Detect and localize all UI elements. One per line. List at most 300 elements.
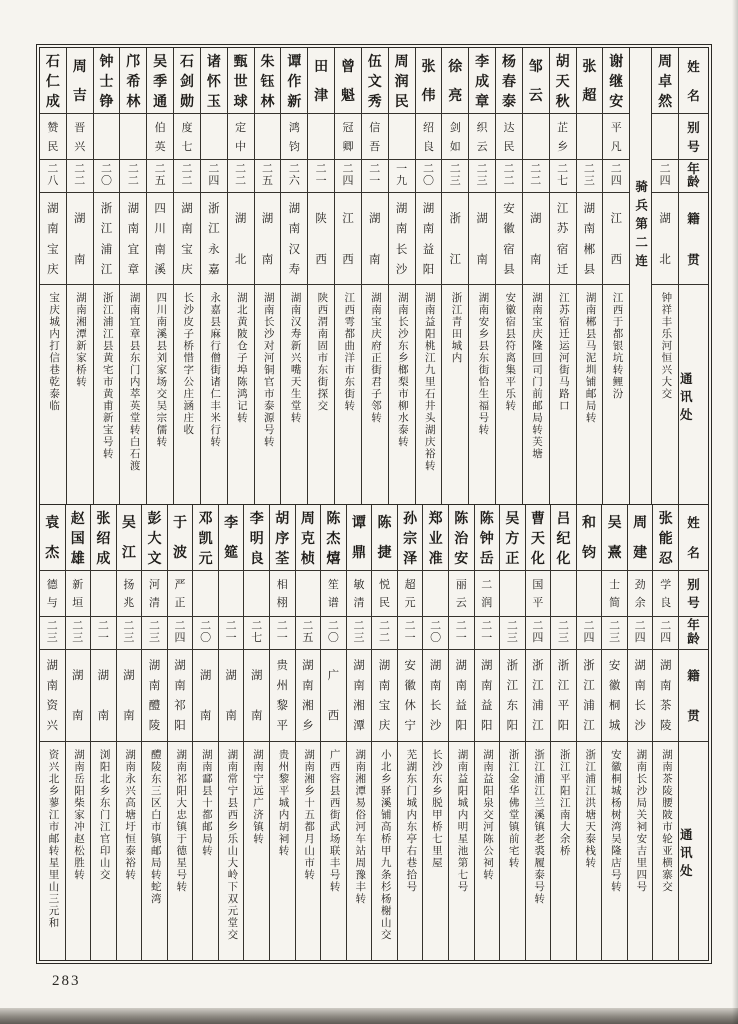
section-divider	[629, 48, 651, 504]
person-column	[334, 48, 361, 504]
person-column	[499, 505, 525, 961]
row-label-name: 姓 名	[679, 48, 708, 114]
person-origin: 湖 南 湘 乡	[296, 650, 321, 742]
person-origin: 贵 州 黎 平	[270, 650, 295, 742]
person-origin: 湖 南	[523, 193, 549, 285]
person-alias: 德 与	[40, 571, 65, 617]
person-column	[468, 48, 495, 504]
person-alias: 士 简	[602, 571, 627, 617]
person-name: 袁 杰	[40, 505, 65, 571]
person-alias: 信 吾	[362, 114, 388, 160]
person-alias: 赞 民	[40, 114, 66, 160]
person-age: 二 一	[475, 617, 500, 650]
person-alias	[193, 571, 218, 617]
person-address: 安徽宿县符离集平乐转	[504, 292, 516, 412]
person-age: 二 四	[201, 160, 227, 193]
person-name: 胡 天 秋	[550, 48, 576, 114]
row-label-column	[678, 48, 708, 504]
person-name: 钟 士 铮	[94, 48, 120, 114]
person-name: 张 能 忍	[653, 505, 678, 571]
person-origin: 湖 南 汉 寿	[281, 193, 307, 285]
person-origin: 湖 南 湘 潭	[347, 650, 372, 742]
person-name: 周 润 民	[389, 48, 415, 114]
person-address: 湖南宜章县东门内萃英堂转白石渡	[128, 292, 140, 472]
person-column	[254, 48, 281, 504]
person-alias: 绍 良	[416, 114, 442, 160]
person-origin: 浙 江 浦 江	[94, 193, 120, 285]
person-alias: 严 正	[168, 571, 193, 617]
person-address: 江西于都银坑转鲤汾	[611, 292, 623, 400]
person-alias	[423, 571, 448, 617]
person-origin: 浙 江 浦 江	[577, 650, 602, 742]
person-origin: 湖 南 宝 庆	[372, 650, 397, 742]
person-address: 钟祥丰乐河恒兴大交	[660, 292, 672, 400]
person-age: 二 〇	[94, 160, 120, 193]
person-column	[280, 48, 307, 504]
row-label-address: 通 讯 处	[680, 371, 693, 422]
person-age: 二 〇	[416, 160, 442, 193]
person-origin: 浙 江 东 阳	[500, 650, 525, 742]
person-alias: 二 润	[475, 571, 500, 617]
person-column	[66, 48, 93, 504]
person-origin: 安 徽 宿 县	[496, 193, 522, 285]
person-address: 安徽桐城杨树湾吴隆店号转	[609, 748, 621, 893]
person-address: 四川南溪县刘家场交吴宗儒转	[155, 292, 167, 448]
person-address: 芜湖东门城内东亭右巷拾号	[405, 748, 417, 893]
person-age: 二 七	[244, 617, 269, 650]
person-column	[601, 505, 627, 961]
person-origin: 湖 南	[67, 193, 93, 285]
person-address: 湖南宝庆隆回司门前邮局转芙塘	[531, 292, 543, 460]
person-name: 于 波	[168, 505, 193, 571]
person-alias: 鸿 钧	[281, 114, 307, 160]
person-origin: 湖 南	[117, 650, 142, 742]
person-column	[522, 48, 549, 504]
person-column	[576, 48, 603, 504]
scan-edge-bottom	[0, 1008, 738, 1024]
person-address: 浙江金华佛堂镇前宅转	[507, 748, 519, 869]
person-address: 浙江浦江洪塘天泰栈转	[584, 748, 596, 869]
person-age: 一 九	[389, 160, 415, 193]
person-origin: 浙 江 浦 江	[526, 650, 551, 742]
person-address: 浏阳北乡东门江官印山交	[98, 748, 110, 881]
person-address: 陕西渭南固市东街探交	[316, 292, 328, 412]
person-age: 二 〇	[193, 617, 218, 650]
person-age: 二 二	[120, 160, 146, 193]
person-origin: 湖 南 益 阳	[475, 650, 500, 742]
person-column	[627, 505, 653, 961]
person-address: 湖南长沙局关祠安吉里四号	[635, 748, 647, 893]
person-column	[173, 48, 200, 504]
person-address: 湖南常宁县西乡乐山大岭下双元堂交	[226, 748, 238, 941]
person-column	[441, 48, 468, 504]
person-origin: 湖 北	[652, 193, 678, 285]
person-address: 湖南郴县马泥圳铺邮局转	[584, 292, 596, 424]
person-alias: 度 七	[174, 114, 200, 160]
person-address: 小北乡驿溪铺高桥甲九条杉杨榭山交	[379, 748, 391, 941]
person-column	[549, 48, 576, 504]
person-origin: 湖 南 醴 陵	[142, 650, 167, 742]
person-address: 湖南益阳城内明星池第七号	[456, 748, 468, 893]
person-column	[90, 505, 116, 961]
row-label-alias: 别 号	[679, 114, 708, 160]
person-age: 二 三	[602, 617, 627, 650]
person-age: 二 〇	[423, 617, 448, 650]
person-column	[397, 505, 423, 961]
person-name: 谭 作 新	[281, 48, 307, 114]
person-name: 曾 魁	[335, 48, 361, 114]
person-address: 湖南祁阳大忠镇于德星号转	[175, 748, 187, 893]
person-age: 二 二	[496, 160, 522, 193]
person-alias: 扬 兆	[117, 571, 142, 617]
person-name: 石 剑 勋	[174, 48, 200, 114]
person-address: 湖南茶陵腰陂市轮亚横寨交	[660, 748, 672, 893]
person-column	[415, 48, 442, 504]
person-origin: 江 西	[603, 193, 629, 285]
person-name: 李 明 良	[244, 505, 269, 571]
person-address: 湖南安乡县东街恰生福号转	[477, 292, 489, 436]
person-origin: 江 苏 宿 迁	[550, 193, 576, 285]
person-origin: 湖 南	[469, 193, 495, 285]
person-alias: 剑 如	[442, 114, 468, 160]
person-column	[227, 48, 254, 504]
person-column	[146, 48, 173, 504]
person-address: 湖南湘乡十五都月山市转	[303, 748, 315, 881]
person-address: 资兴北乡蓼江市邮转星里山三元和	[47, 748, 59, 929]
person-age: 二 二	[228, 160, 254, 193]
person-address: 长沙东乡脱甲桥七里屋	[430, 748, 442, 869]
person-column	[295, 505, 321, 961]
person-age: 二 四	[603, 160, 629, 193]
person-name: 田 津	[308, 48, 334, 114]
person-address: 浙江平阳江南大余桥	[558, 748, 570, 857]
person-alias: 芷 乡	[550, 114, 576, 160]
person-age: 二 二	[174, 160, 200, 193]
person-name: 诸 怀 玉	[201, 48, 227, 114]
person-alias	[551, 571, 576, 617]
person-age: 二 七	[550, 160, 576, 193]
person-age: 二 四	[335, 160, 361, 193]
person-alias: 超 元	[398, 571, 423, 617]
section-label: 骑兵第二连	[633, 180, 648, 273]
person-alias: 达 民	[496, 114, 522, 160]
person-address: 广西容县西街武场联丰号转	[328, 748, 340, 893]
person-name: 周 建	[628, 505, 653, 571]
person-alias: 国 平	[526, 571, 551, 617]
person-alias	[296, 571, 321, 617]
person-age: 二 一	[308, 160, 334, 193]
person-address: 浙江青田城内	[450, 292, 462, 364]
person-name: 郑 业 准	[423, 505, 448, 571]
person-name: 赵 国 雄	[66, 505, 91, 571]
person-address: 江苏宿迁运河街马路口	[557, 292, 569, 412]
person-address: 湖南宁远广济镇转	[251, 748, 263, 845]
person-name: 吴 江	[117, 505, 142, 571]
person-name: 周 吉	[67, 48, 93, 114]
person-origin: 湖 南	[255, 193, 281, 285]
person-name: 和 钧	[577, 505, 602, 571]
person-name: 李 成 章	[469, 48, 495, 114]
person-column	[346, 505, 372, 961]
person-origin: 湖 南	[362, 193, 388, 285]
person-alias: 相 栩	[270, 571, 295, 617]
person-column	[93, 48, 120, 504]
person-age: 二 四	[652, 160, 678, 193]
person-address: 湖南汉寿新兴嘴天生堂转	[289, 292, 301, 424]
person-origin: 湖 南 长 沙	[389, 193, 415, 285]
person-origin: 湖 南	[244, 650, 269, 742]
person-origin: 四 川 南 溪	[147, 193, 173, 285]
person-age: 二 三	[117, 617, 142, 650]
person-address: 浙江浦江县黄宅市黄甫新宝号转	[101, 292, 113, 460]
person-name: 张 超	[577, 48, 603, 114]
person-name: 朱 钰 林	[255, 48, 281, 114]
person-address: 湖南酃县十都邮局转	[200, 748, 212, 857]
person-address: 贵州黎平城内胡祠转	[277, 748, 289, 857]
person-age: 二 三	[442, 160, 468, 193]
roster-table-top	[40, 48, 708, 504]
person-name: 吕 纪 化	[551, 505, 576, 571]
row-label-origin: 籍 贯	[679, 650, 708, 742]
person-address: 湖南长沙对河铜官市泰源号转	[262, 292, 274, 448]
person-age: 二 三	[551, 617, 576, 650]
person-age: 二 一	[449, 617, 474, 650]
person-address: 湖南湘潭新家桥转	[74, 292, 86, 388]
person-age: 二 一	[362, 160, 388, 193]
person-age: 二 一	[398, 617, 423, 650]
person-column	[141, 505, 167, 961]
person-column	[651, 48, 678, 504]
person-alias	[94, 114, 120, 160]
person-name: 吴 方 正	[500, 505, 525, 571]
person-column	[388, 48, 415, 504]
person-age: 二 一	[219, 617, 244, 650]
person-age: 二 六	[281, 160, 307, 193]
person-age: 二 二	[372, 617, 397, 650]
person-name: 周 卓 然	[652, 48, 678, 114]
person-origin: 安 徽 桐 城	[602, 650, 627, 742]
person-origin: 湖 南 祁 阳	[168, 650, 193, 742]
person-address: 醴陵东三区白市镇邮局转蛇湾	[149, 748, 161, 905]
person-age: 二 三	[66, 617, 91, 650]
person-age: 二 五	[147, 160, 173, 193]
person-name: 彭 大 文	[142, 505, 167, 571]
person-name: 甄 世 球	[228, 48, 254, 114]
person-column	[218, 505, 244, 961]
person-name: 徐 亮	[442, 48, 468, 114]
person-column	[243, 505, 269, 961]
person-age: 二 三	[40, 617, 65, 650]
person-origin: 湖 南 宜 章	[120, 193, 146, 285]
person-origin: 湖 南	[193, 650, 218, 742]
person-origin: 湖 南 益 阳	[449, 650, 474, 742]
table-frame-inner	[39, 47, 709, 961]
person-origin: 湖 南 宝 庆	[40, 193, 66, 285]
person-address: 湖南永兴高塘圩恒泰裕转	[124, 748, 136, 881]
person-origin: 湖 南 宝 庆	[174, 193, 200, 285]
person-age: 二 三	[577, 160, 603, 193]
person-alias	[652, 114, 678, 160]
person-name: 曹 天 化	[526, 505, 551, 571]
person-name: 陈 治 安	[449, 505, 474, 571]
person-age: 二 五	[296, 617, 321, 650]
person-name: 陈 捷	[372, 505, 397, 571]
person-alias: 晋 兴	[67, 114, 93, 160]
person-alias: 伯 英	[147, 114, 173, 160]
person-alias: 冠 卿	[335, 114, 361, 160]
person-alias	[91, 571, 116, 617]
person-name: 伍 文 秀	[362, 48, 388, 114]
person-column	[448, 505, 474, 961]
person-origin: 陕 西	[308, 193, 334, 285]
person-age: 二 四	[168, 617, 193, 650]
person-column	[422, 505, 448, 961]
person-column	[525, 505, 551, 961]
person-alias	[389, 114, 415, 160]
person-name: 陈 钟 岳	[475, 505, 500, 571]
person-column	[550, 505, 576, 961]
person-alias: 敏 清	[347, 571, 372, 617]
person-address: 湖南岳阳柴家冲赵松胜转	[73, 748, 85, 881]
row-label-age: 年 龄	[679, 160, 708, 193]
person-age: 二 〇	[321, 617, 346, 650]
person-address: 浙江浦江兰溪镇老裘履泰号转	[533, 748, 545, 905]
person-name: 张 伟	[416, 48, 442, 114]
person-age: 二 四	[526, 617, 551, 650]
person-alias: 定 中	[228, 114, 254, 160]
person-name: 李 筵	[219, 505, 244, 571]
person-alias: 平 凡	[603, 114, 629, 160]
person-alias	[255, 114, 281, 160]
person-name: 陈 杰 熺	[321, 505, 346, 571]
person-age: 二 三	[347, 617, 372, 650]
person-alias: 学 良	[653, 571, 678, 617]
person-age: 二 一	[91, 617, 116, 650]
person-age: 二 二	[67, 160, 93, 193]
person-alias	[219, 571, 244, 617]
person-origin: 广 西	[321, 650, 346, 742]
person-alias: 笙 谱	[321, 571, 346, 617]
person-age: 二 四	[628, 617, 653, 650]
person-name: 吴 熹	[602, 505, 627, 571]
person-alias	[244, 571, 269, 617]
person-age: 二 四	[577, 617, 602, 650]
person-origin: 安 徽 休 宁	[398, 650, 423, 742]
person-column	[200, 48, 227, 504]
person-age: 二 三	[500, 617, 525, 650]
person-age: 二 八	[40, 160, 66, 193]
person-alias	[523, 114, 549, 160]
page-number: 283	[52, 973, 81, 989]
person-column	[602, 48, 629, 504]
person-address: 永嘉县麻行僧街诸仁丰米行转	[209, 292, 221, 448]
person-origin: 湖 南 郴 县	[577, 193, 603, 285]
person-alias	[201, 114, 227, 160]
person-column	[116, 505, 142, 961]
person-address: 宝庆城内打信巷乾泰临	[48, 292, 60, 412]
person-column	[474, 505, 500, 961]
person-alias	[120, 114, 146, 160]
person-address: 湖南长沙东乡榔梨市柳水泰转	[396, 292, 408, 448]
row-label-alias: 别 号	[679, 571, 708, 617]
row-label-origin: 籍 贯	[679, 193, 708, 285]
person-alias: 新 垣	[66, 571, 91, 617]
person-column	[495, 48, 522, 504]
person-column	[320, 505, 346, 961]
person-column	[40, 48, 66, 504]
person-name: 石 仁 成	[40, 48, 66, 114]
person-column	[371, 505, 397, 961]
person-name: 吴 季 通	[147, 48, 173, 114]
person-origin: 湖 南	[91, 650, 116, 742]
person-column	[361, 48, 388, 504]
person-origin: 浙 江	[442, 193, 468, 285]
person-address: 湖南宝庆府正街君子邻转	[370, 292, 382, 424]
person-name: 谭 鼎	[347, 505, 372, 571]
person-address: 湖南益阳桃江九里石井头湖庆裕转	[423, 292, 435, 472]
person-age: 二 三	[469, 160, 495, 193]
person-column	[167, 505, 193, 961]
person-alias	[500, 571, 525, 617]
person-alias: 织 云	[469, 114, 495, 160]
person-alias	[308, 114, 334, 160]
person-alias: 劲 余	[628, 571, 653, 617]
person-origin: 湖 南 益 阳	[416, 193, 442, 285]
person-name: 周 克 桢	[296, 505, 321, 571]
person-address: 江西雩都曲洋市东街转	[343, 292, 355, 412]
person-alias: 河 清	[142, 571, 167, 617]
person-column	[307, 48, 334, 504]
person-name: 胡 序 荃	[270, 505, 295, 571]
person-name: 张 绍 成	[91, 505, 116, 571]
row-label-age: 年 龄	[679, 617, 708, 650]
person-address: 湖北黄陂仓子埠陈鸿记转	[235, 292, 247, 424]
person-column	[192, 505, 218, 961]
person-alias	[577, 571, 602, 617]
person-alias: 悦 民	[372, 571, 397, 617]
person-age: 二 五	[255, 160, 281, 193]
roster-table-bottom	[40, 504, 708, 961]
row-label-name: 姓 名	[679, 505, 708, 571]
person-name: 孙 宗 泽	[398, 505, 423, 571]
person-name: 谢 继 安	[603, 48, 629, 114]
person-origin: 浙 江 平 阳	[551, 650, 576, 742]
person-alias: 丽 云	[449, 571, 474, 617]
person-age: 二 三	[142, 617, 167, 650]
row-label-address: 通 讯 处	[680, 828, 693, 879]
person-column	[119, 48, 146, 504]
person-address: 湖南益阳泉交河陈公祠转	[482, 748, 494, 881]
person-origin: 湖 南 茶 陵	[653, 650, 678, 742]
person-name: 邹 云	[523, 48, 549, 114]
person-column	[40, 505, 65, 961]
person-address: 湖南湘潭易俗河车站周豫丰转	[354, 748, 366, 905]
person-name: 杨 春 泰	[496, 48, 522, 114]
person-origin: 湖 南 资 兴	[40, 650, 65, 742]
person-origin: 湖 北	[228, 193, 254, 285]
person-origin: 湖 南	[66, 650, 91, 742]
person-origin: 湖 南	[219, 650, 244, 742]
row-label-column	[678, 505, 708, 961]
person-name: 邓 凯 元	[193, 505, 218, 571]
person-origin: 江 西	[335, 193, 361, 285]
person-alias	[577, 114, 603, 160]
person-origin: 湖 南 长 沙	[628, 650, 653, 742]
person-address: 长沙皮子桥惜字公庄涵庄收	[182, 292, 194, 436]
person-age: 二 四	[653, 617, 678, 650]
person-column	[65, 505, 91, 961]
person-column	[576, 505, 602, 961]
